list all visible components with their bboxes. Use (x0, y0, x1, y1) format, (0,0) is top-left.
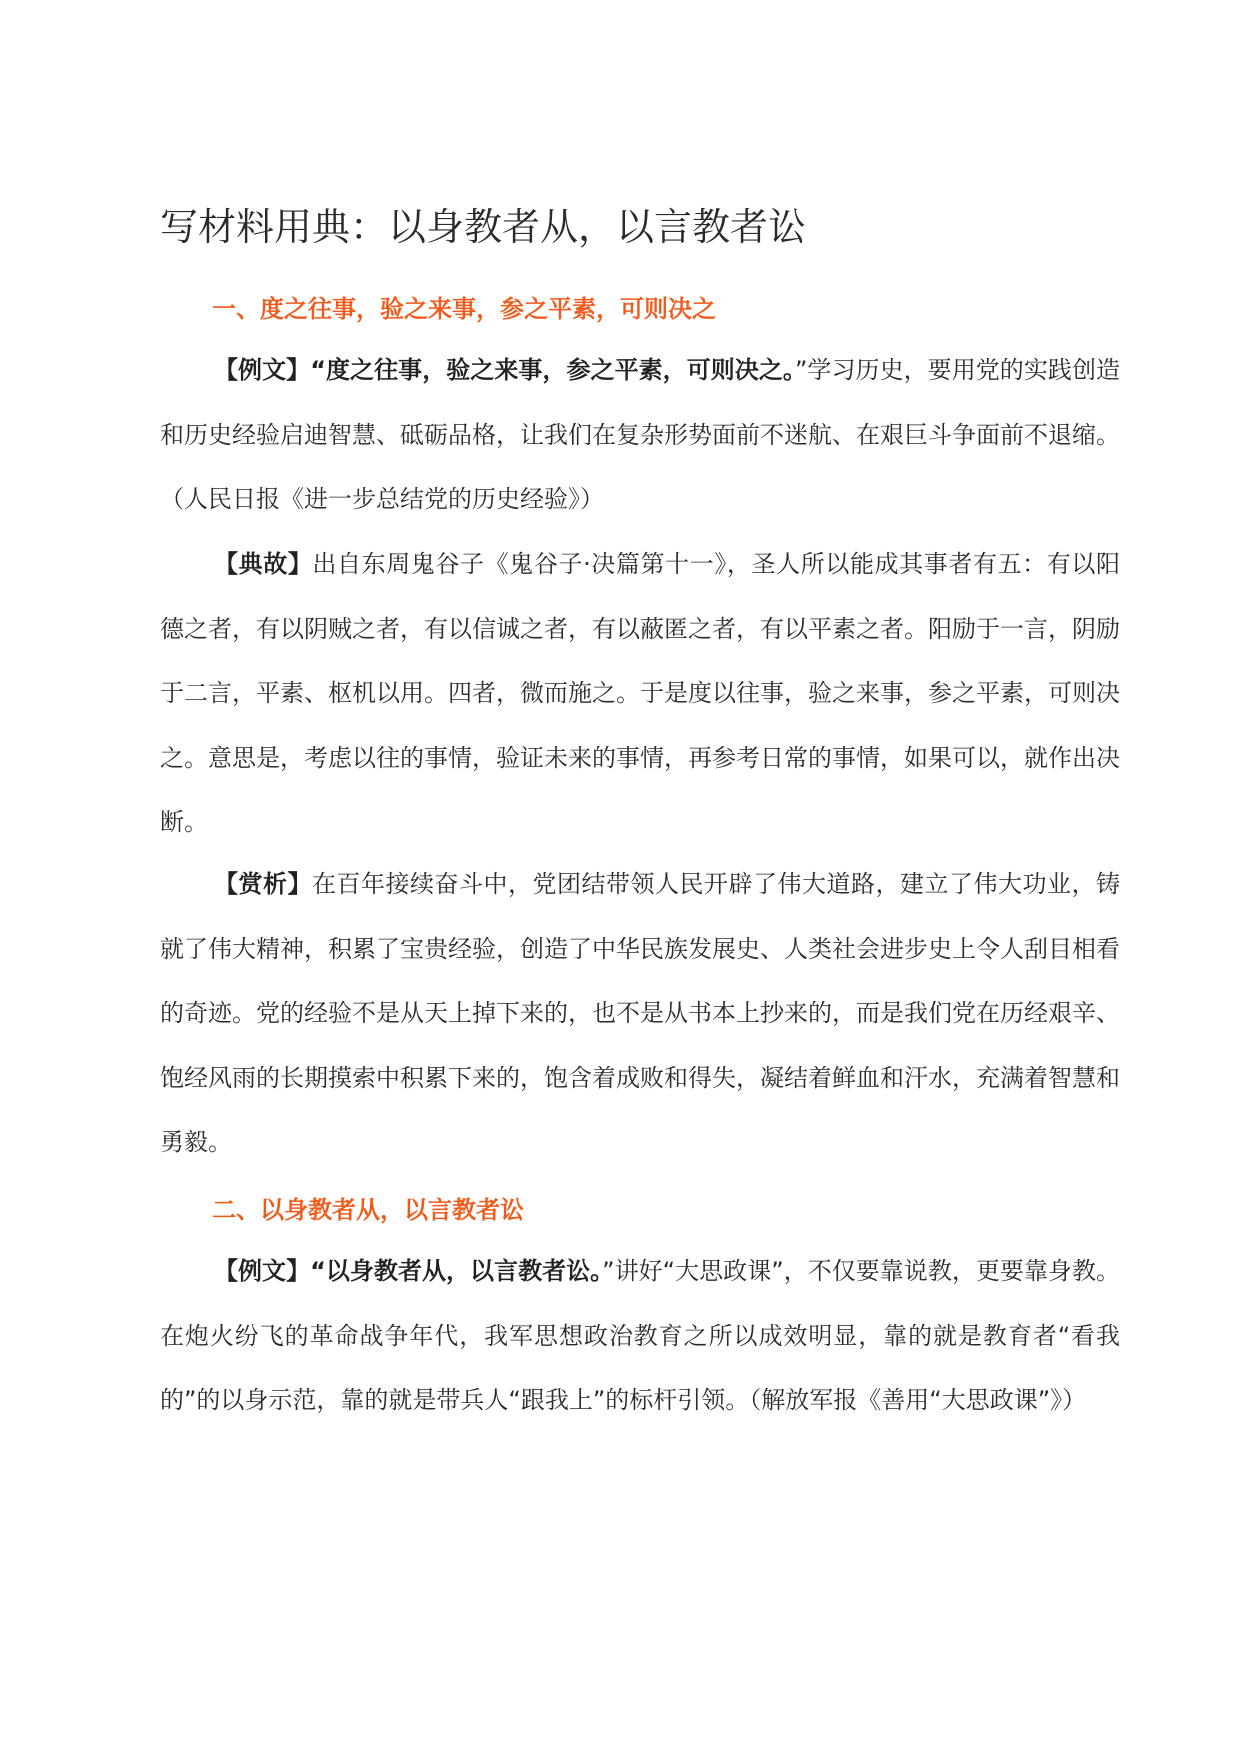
example-text: ”学习历史，要用党的实践创造和历史经验启迪智慧、砥砺品格，让我们在复杂形势面前不迷航、在艰巨斗争面前不退缩。（人民日报《进一步总结党的历史经验》） (160, 356, 1120, 514)
allusion-tag: 【典故】 (214, 550, 313, 578)
analysis-paragraph-1 (160, 852, 1120, 1175)
section-heading-2: 二、以身教者从，以言教者讼 (212, 1196, 524, 1224)
allusion-text: 出自东周鬼谷子《鬼谷子·决篇第十一》，圣人所以能成其事者有五：有以阳德之者，有以阴贼之者，有以信诚之者，有以蔽匿之者，有以平素之者。阳励于一言，阴励于二言，平素、枢机以用。四者，微而施之。于是度以往事，验之来事，参之平素，可则决之。意思是，考虑以往的事情，验证未来的事情，再参考日常的事情，如果可以，就作出决断。 (160, 550, 1120, 837)
example-paragraph-2 (160, 1239, 1120, 1433)
example-tag: 【例文】 (214, 356, 311, 384)
example-quote: “以身教者从，以言教者讼。 (310, 1257, 603, 1285)
example-paragraph-1 (160, 338, 1120, 532)
example-text: ”讲好“大思政课”，不仅要靠说教，更要靠身教。在炮火纷飞的革命战争年代，我军思想政治教育之所以成效明显，靠的就是教育者“看我的”的以身示范，靠的就是带兵人“跟我上”的标杆引领。（解放军报《善用“大思政课”》） (160, 1257, 1120, 1415)
example-quote: “度之往事，验之来事，参之平素，可则决之。 (310, 356, 795, 384)
analysis-tag: 【赏析】 (214, 870, 312, 898)
document-title: 写材料用典：以身教者从，以言教者讼 (160, 205, 807, 249)
example-tag: 【例文】 (214, 1257, 311, 1285)
allusion-paragraph-1 (160, 532, 1120, 855)
analysis-text: 在百年接续奋斗中，党团结带领人民开辟了伟大道路，建立了伟大功业，铸就了伟大精神，积累了宝贵经验，创造了中华民族发展史、人类社会进步史上令人刮目相看的奇迹。党的经验不是从天上掉下来的，也不是从书本上抄来的，而是我们党在历经艰辛、饱经风雨的长期摸索中积累下来的，饱含着成败和得失，凝结着鲜血和汗水，充满着智慧和勇毅。 (160, 870, 1120, 1157)
section-heading-1: 一、度之往事，验之来事，参之平素，可则决之 (212, 295, 716, 323)
